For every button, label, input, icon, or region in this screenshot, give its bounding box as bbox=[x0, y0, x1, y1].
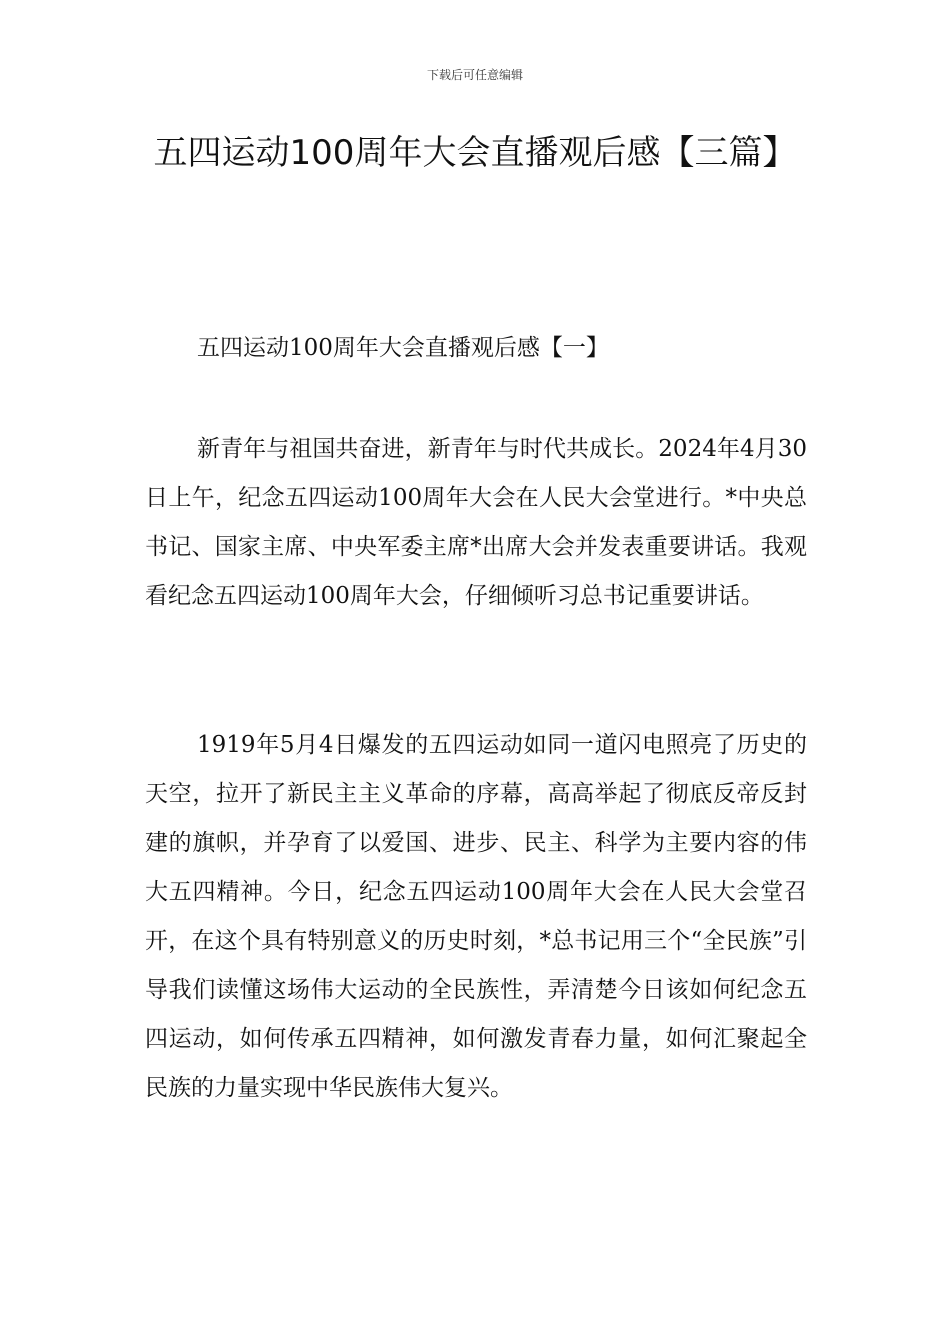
header-note: 下载后可任意编辑 bbox=[426, 68, 523, 82]
document-title: 五四运动100周年大会直播观后感【三篇】 bbox=[153, 133, 797, 173]
body-paragraph: 新青年与祖国共奋进，新青年与时代共成长。2024年4月30日上午，纪念五四运动100周年大会在人民大会堂进行。*中央总书记、国家主席、中央军委主席*出席大会并发表重要讲话。我观看纪念五四运动100周年大会，仔细倾听习总书记重要讲话。 bbox=[145, 436, 807, 609]
body-paragraph: 1919年5月4日爆发的五四运动如同一道闪电照亮了历史的天空，拉开了新民主主义革命的序幕，高高举起了彻底反帝反封建的旗帜，并孕育了以爱国、进步、民主、科学为主要内容的伟大五四精神。今日，纪念五四运动100周年大会在人民大会堂召开，在这个具有特别意义的历史时刻，*总书记用三个“全民族”引导我们读懂这场伟大运动的全民族性，弄清楚今日该如何纪念五四运动，如何传承五四精神，如何激发青春力量，如何汇聚起全民族的力量实现中华民族伟大复兴。 bbox=[145, 732, 807, 1101]
section-heading: 五四运动100周年大会直播观后感【一】 bbox=[197, 335, 609, 361]
